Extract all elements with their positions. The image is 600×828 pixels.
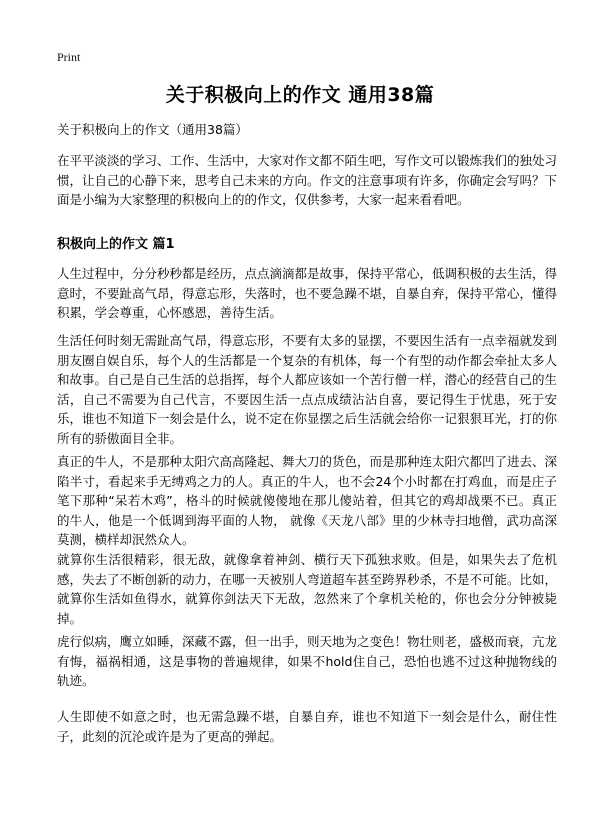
body-paragraph-3: 真正的牛人，不是那种太阳穴高高隆起、舞大刀的货色，而是那种连太阳穴都凹了进去、深陷半寸，看起来手无缚鸡之力的人。真正的牛人，也不会24个小时都在打鸡血，而是庄子笔下那种“呆若木鸡”，格斗的时候就傻傻地在那儿傻站着，但其它的鸡却战栗不已。真正的牛人，他是一个低调到海平面的人物， 就像《天龙八部》里的少林寺扫地僧，武功高深莫测，横样却泯然众人。 bbox=[57, 454, 558, 547]
intro-paragraph: 在平平淡淡的学习、工作、生活中，大家对作文都不陌生吧，写作文可以锻炼我们的独处习惯，让自己的心静下来，思考自己未来的方向。作文的注意事项有许多，你确定会写吗？下面是小编为大家整理的积极向上的的作文，仅供参考，大家一起来看看吧。 bbox=[57, 153, 558, 207]
document-subtitle: 关于积极向上的作文（通用38篇） bbox=[57, 122, 248, 137]
section-heading: 积极向上的作文 篇1 bbox=[57, 237, 175, 252]
document-title: 关于积极向上的作文 通用38篇 bbox=[165, 84, 435, 106]
body-paragraph-1: 人生过程中，分分秒秒都是经历，点点滴滴都是故事，保持平常心，低调积极的去生活，得意时，不要趾高气昂，得意忘形，失落时，也不要急躁不堪，自暴自弃，保持平常心，懂得积累，学会尊重，心怀感恩，善待生活。 bbox=[57, 266, 558, 320]
print-link[interactable]: Print bbox=[57, 50, 81, 64]
body-paragraph-5: 虎行似病，鹰立如睡，深藏不露，但一出手，则天地为之变色！物壮则老，盛极而衰，亢龙有悔，福祸相通，这是事物的普遍规律，如果不hold住自己，恐怕也逃不过这种抛物线的轨迹。 bbox=[57, 634, 558, 688]
body-paragraph-4: 就算你生活很精彩，很无敌，就像拿着神剑、横行天下孤独求败。但是，如果失去了危机感，失去了不断创新的动力，在哪一天被别人弯道超车甚至跨界秒杀，不是不可能。比如，就算你生活如鱼得水，就算你剑法天下无敌，忽然来了个拿机关枪的，你也会分分钟被毙掉。 bbox=[57, 552, 558, 626]
body-paragraph-6: 人生即使不如意之时，也无需急躁不堪，自暴自弃，谁也不知道下一刻会是什么，耐住性子，此刻的沉沦或许是为了更高的弹起。 bbox=[57, 709, 557, 744]
body-paragraph-2: 生活任何时刻无需趾高气昂，得意忘形，不要有太多的显摆，不要因生活有一点幸福就发到朋友圈自娱自乐，每个人的生活都是一个复杂的有机体，每一个有型的动作都会牵扯太多人和故事。自己是自己生活的总指挥，每个人都应该如一个苦行僧一样，潜心的经营自己的生活，自己不需要为自己代言，不要因生活一点点成绩沾沾自喜，要记得生于忧患，死于安乐，谁也不知道下一刻会是什么，说不定在你显摆之后生活就会给你一记狠狠耳光，打的你所有的骄傲面目全非。 bbox=[57, 333, 558, 446]
